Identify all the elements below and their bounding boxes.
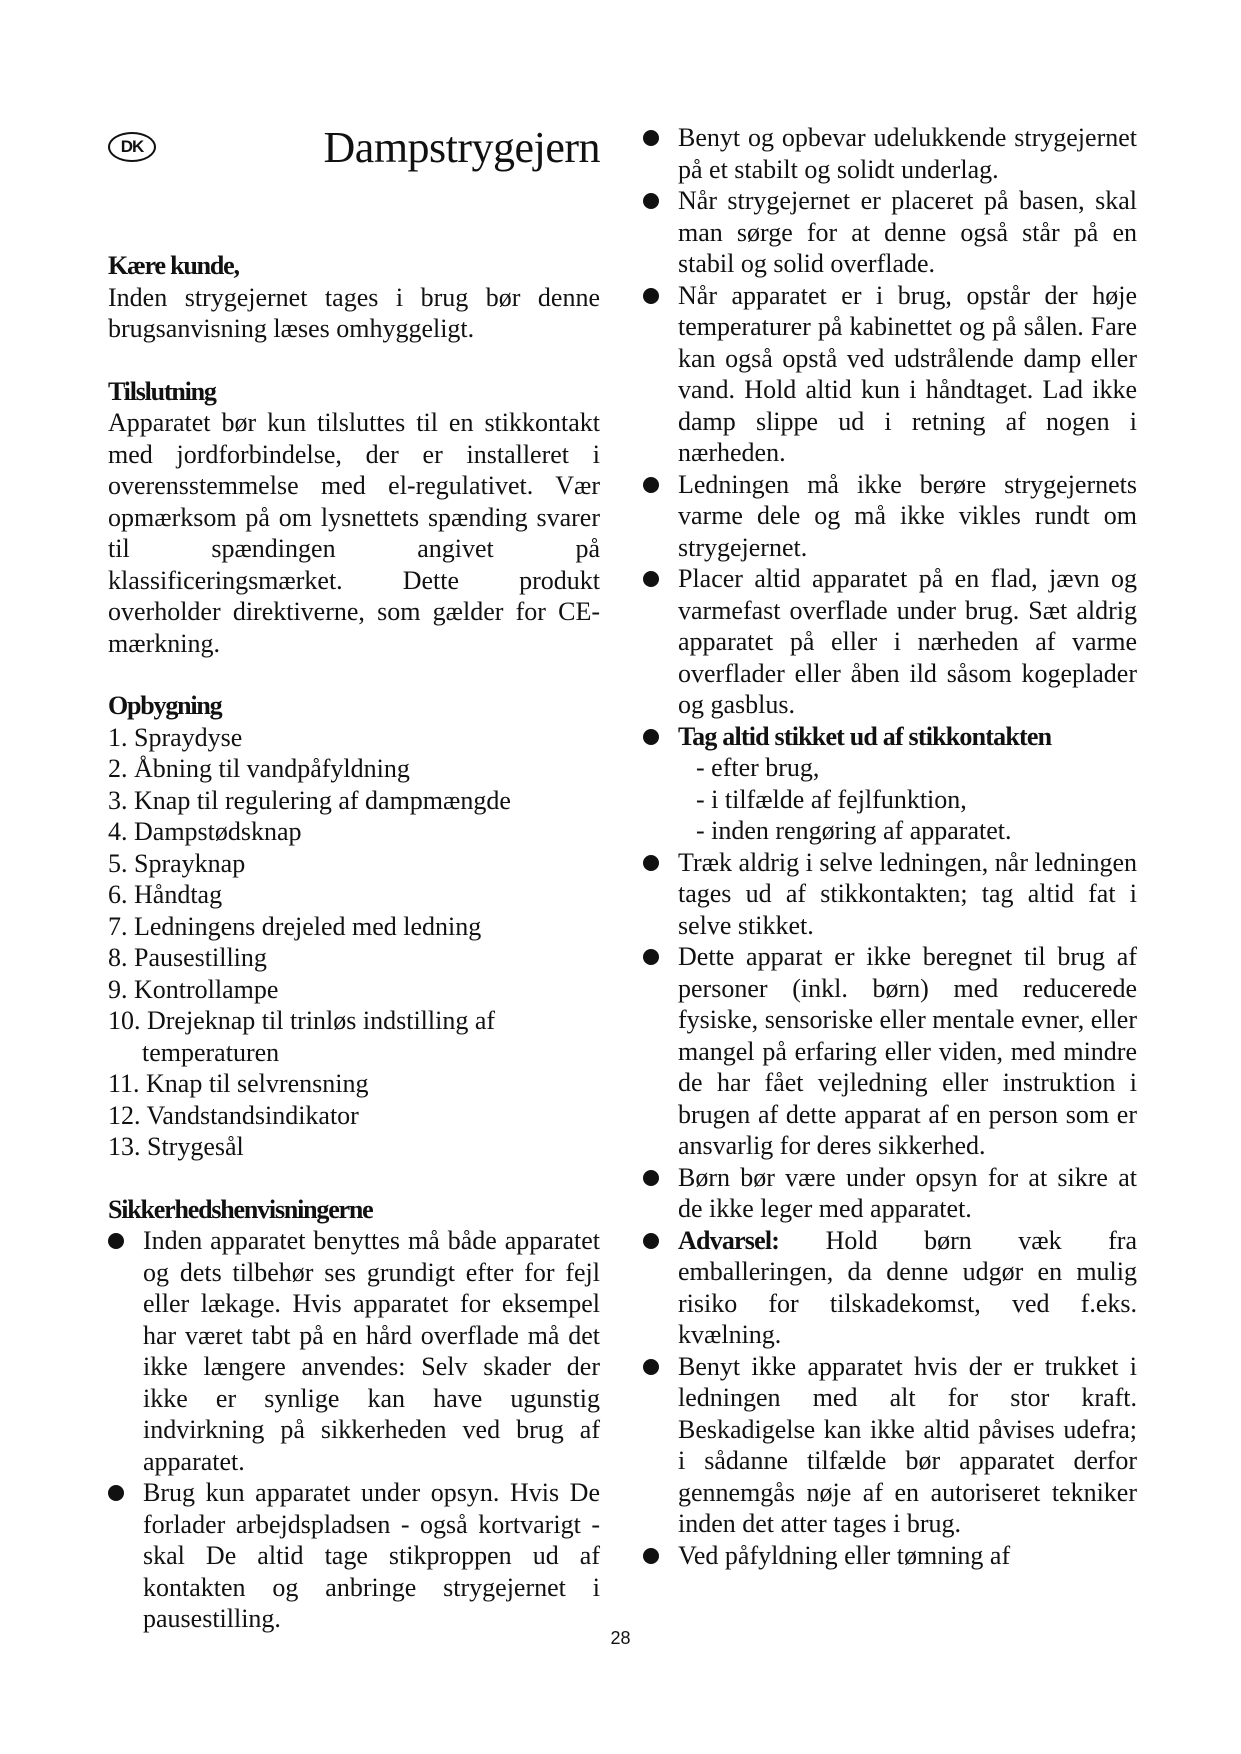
list-item: Børn bør være under opsyn for at sikre at de ikke leger med apparatet.: [643, 1162, 1137, 1225]
list-item: 11. Knap til selvrensning: [108, 1069, 369, 1098]
unplug-title: Tag altid stikket ud af stikkontakten: [678, 721, 1052, 751]
list-item: 1. Spraydyse: [108, 722, 243, 752]
bullet-dot-icon: [643, 130, 659, 146]
list-item: Benyt ikke apparatet hvis der er trukket i ledningen med alt for stor kraft. Beskadigelse kan ikke altid påvises udefra; i sådanne tilfælde bør apparatet derfor gennemgås nøje af en autoriseret tekniker inden det atter tages i brug.: [643, 1351, 1137, 1540]
list-item: 12. Vandstandsindikator: [108, 1100, 359, 1130]
list-item: 10. Drejeknap til trinløs indstilling af temperaturen: [108, 1006, 496, 1067]
bullet-dot-icon: [643, 193, 659, 209]
bullet-dot-icon: [643, 1359, 659, 1375]
bullet-dot-icon: [643, 1233, 659, 1249]
bullet-dot-icon: [108, 1233, 124, 1249]
warning-text: Hold børn væk fra emballeringen, da denne udgør en mulig risiko for tilskadekomst, ved f.eks. kvælning.: [678, 1225, 1137, 1349]
unplug-line: - inden rengøring af apparatet.: [696, 816, 1012, 845]
list-item: Brug kun apparatet under opsyn. Hvis De forlader arbejdspladsen - også kortvarigt - skal De altid tage stikproppen ud af kontakten og anbringe strygejernet i pausestilling.: [108, 1477, 600, 1635]
list-item: Træk aldrig i selve ledningen, når ledningen tages ud af stikkontakten; tag altid fat i selve stikket.: [643, 847, 1137, 942]
sikkerhed-heading: Sikkerhedshenvisningerne: [108, 1194, 373, 1224]
list-item: 9. Kontrollampe: [108, 974, 279, 1004]
bullet-dot-icon: [643, 1548, 659, 1564]
list-item: Inden apparatet benyttes må både apparatet og dets tilbehør ses grundigt efter for fejl eller lækage. Hvis apparatet for eksempel har været tabt på en hård overflade må det ikke længere anvendes: Selv skader der ikke er synlige kan have ugunstig indvirkning på sikkerheden ved brug af apparatet.: [108, 1225, 600, 1477]
safety-list-right: [643, 122, 1137, 1571]
page-number: 28: [610, 1628, 631, 1648]
list-item: Benyt og opbevar udelukkende strygejernet på et stabilt og solidt underlag.: [643, 122, 1137, 185]
bullet-dot-icon: [108, 1485, 124, 1501]
intro-text: Inden strygejernet tages i brug bør denne brugsanvisning læses omhyggeligt.: [108, 282, 600, 343]
intro-heading: Kære kunde,: [108, 251, 239, 280]
list-item: Ledningen må ikke berøre strygejernets varme dele og må ikke vikles rundt om strygejernet.: [643, 469, 1137, 564]
bullet-dot-icon: [643, 729, 659, 745]
unplug-line: - efter brug,: [696, 753, 820, 782]
list-item: Når strygejernet er placeret på basen, skal man sørge for at denne også står på en stabil og solid overflade.: [643, 185, 1137, 280]
list-item: Ved påfyldning eller tømning af: [643, 1540, 1137, 1572]
list-item: 7. Ledningens drejeled med ledning: [108, 911, 482, 941]
list-item: 4. Dampstødsknap: [108, 817, 302, 846]
warning-item: [643, 1225, 1137, 1351]
unplug-line: - i tilfælde af fejlfunktion,: [696, 784, 967, 814]
list-item: 2. Åbning til vandpåfyldning: [108, 754, 410, 783]
bullet-dot-icon: [643, 571, 659, 587]
list-item: Placer altid apparatet på en flad, jævn og varmefast overflade under brug. Sæt aldrig apparatet på eller i nærheden af varme overflader eller åben ild såsom kogeplader og gasblus.: [643, 563, 1137, 721]
safety-list-left: [108, 1225, 600, 1635]
list-item: 8. Pausestilling: [108, 943, 267, 972]
list-item: Når apparatet er i brug, opstår der høje temperaturer på kabinettet og på sålen. Fare kan også opstå ved udstrålende damp eller vand. Hold altid kun i håndtaget. Lad ikke damp slippe ud i retning af nogen i nærheden.: [643, 280, 1137, 469]
bullet-dot-icon: [643, 949, 659, 965]
list-item: 13. Strygesål: [108, 1132, 244, 1161]
bullet-dot-icon: [643, 477, 659, 493]
opbygning-heading: Opbygning: [108, 691, 222, 720]
parts-list: [108, 722, 600, 1163]
list-item: 5. Sprayknap: [108, 848, 246, 878]
right-column: [643, 122, 1137, 1571]
page-title: Dampstrygejern: [323, 123, 600, 172]
tilslutning-heading: Tilslutning: [108, 376, 216, 406]
tilslutning-text: Apparatet bør kun tilsluttes til en stikkontakt med jordforbindelse, der er installeret i overensstemmelse med el-regulativet. Vær opmærksom på om lysnettets spænding svarer til spændingen angivet på klassificeringsmærket. Dette produkt overholder direktiverne, som gælder for CE-mærkning.: [108, 408, 600, 658]
bullet-dot-icon: [643, 288, 659, 304]
bullet-dot-icon: [643, 855, 659, 871]
page-header: [108, 122, 600, 192]
warning-label: Advarsel:: [678, 1225, 780, 1255]
list-item: Dette apparat er ikke beregnet til brug af personer (inkl. børn) med reducerede fysiske, sensoriske eller mentale evner, eller mangel på erfaring eller viden, med mindre de har fået vejledning eller instruktion i brugen af dette apparat af en person som er ansvarlig for deres sikkerhed.: [643, 941, 1137, 1162]
left-column: [108, 122, 600, 1635]
list-item: 3. Knap til regulering af dampmængde: [108, 785, 511, 815]
bullet-dot-icon: [643, 1170, 659, 1186]
list-item: 6. Håndtag: [108, 880, 223, 909]
unplug-item: [643, 721, 1137, 847]
country-badge: DK: [108, 132, 156, 162]
